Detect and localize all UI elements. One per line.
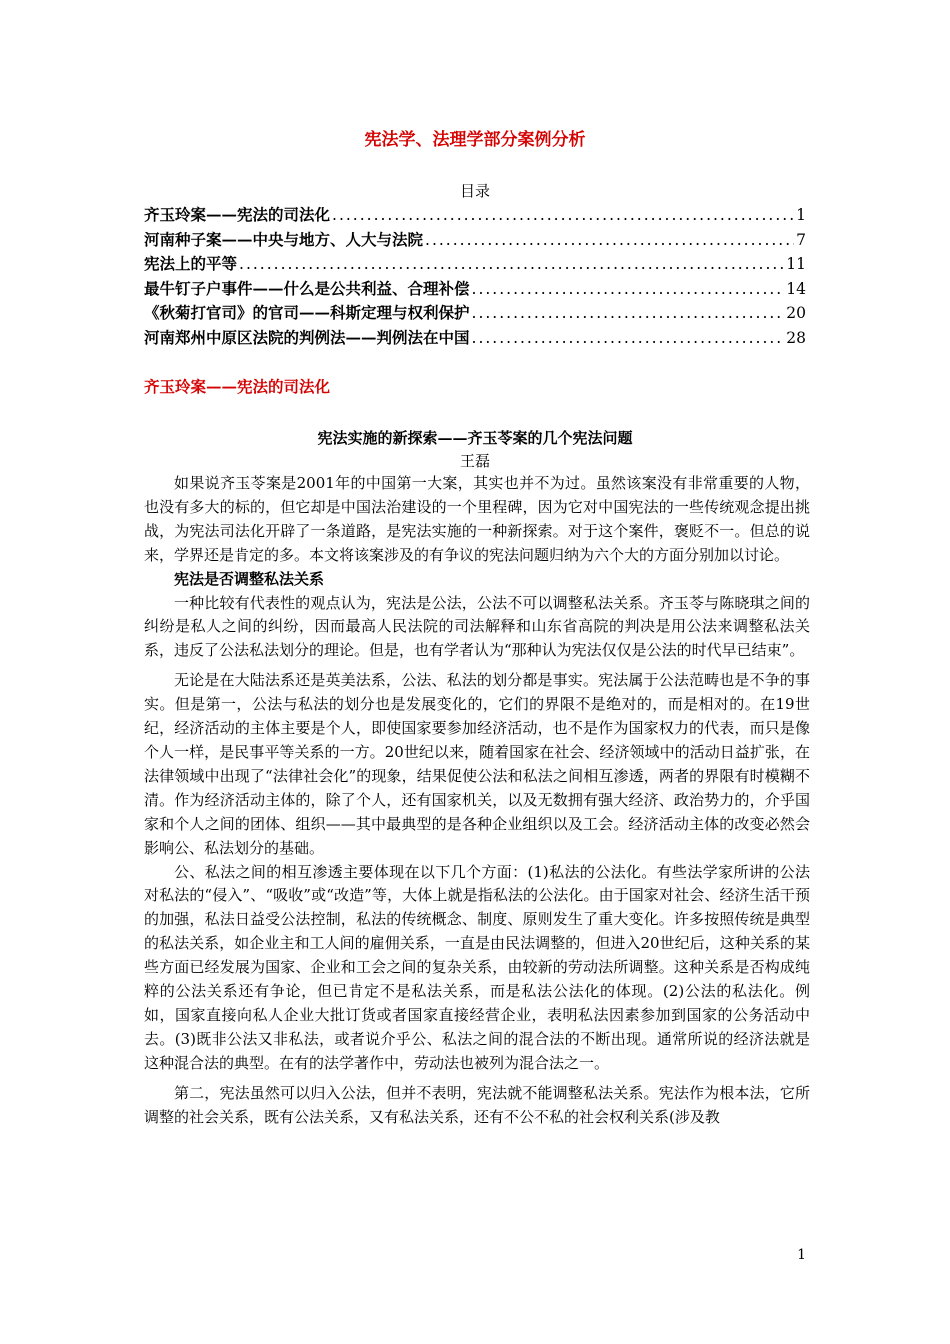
toc-entry-page: 28: [786, 328, 806, 347]
body-paragraph: 一种比较有代表性的观点认为，宪法是公法，公法不可以调整私法关系。齐玉苓与陈晓琪之间的纠纷是私人之间的纠纷，因而最高人民法院的司法解释和山东省高院的判决是用公法来调整私法关系，违反了公法私法划分的理论。但是，也有学者认为“那种认为宪法仅仅是公法的时代早已结束”。: [144, 593, 810, 660]
toc-entry-title: 宪法上的平等: [144, 254, 238, 273]
toc-entry-page: 1: [796, 206, 806, 224]
toc-entry-page: 7: [796, 230, 806, 249]
toc-entry[interactable]: [144, 228, 806, 253]
toc-entry[interactable]: [144, 301, 806, 326]
toc-entry[interactable]: [144, 203, 806, 228]
toc-leader-dots: [472, 304, 785, 322]
toc-entry-title: 最牛钉子户事件——什么是公共利益、合理补偿: [144, 278, 470, 298]
toc-leader-dots: [472, 329, 785, 347]
table-of-contents: [144, 203, 806, 350]
toc-entry-title: 《秋菊打官司》的官司——科斯定理与权利保护: [144, 303, 470, 322]
document-title: 宪法学、法理学部分案例分析: [364, 130, 586, 150]
body-paragraph: 第二，宪法虽然可以归入公法，但并不表明，宪法就不能调整私法关系。宪法作为根本法，它所调整的社会关系，既有公法关系，又有私法关系，还有不公不私的社会权利关系(涉及教: [144, 1083, 810, 1126]
body-paragraph: 公、私法之间的相互渗透主要体现在以下几个方面：(1)私法的公法化。有些法学家所讲的公法对私法的“侵入”、“吸收”或“改造”等，大体上就是指私法的公法化。由于国家对社会、经济生活干预的加强，私法日益受公法控制，私法的传统概念、制度、原则发生了重大变化。许多按照传统是典型的私法关系，如企业主和工人间的雇佣关系，一直是由民法调整的，但进入20世纪后，这种关系的某些方面已经发展为国家、企业和工会之间的复杂关系，由较新的劳动法所调整。这种关系是否构成纯粹的公法关系还有争论，但已肯定不是私法关系，而是私法公法化的体现。(2)公法的私法化。例如，国家直接向私人企业大批订货或者国家直接经营企业，表明私法因素参加到国家的公务活动中去。(3)既非公法又非私法，或者说介乎公、私法之间的混合法的不断出现。通常所说的经济法就是这种混合法的典型。在有的法学著作中，劳动法也被列为混合法之一。: [144, 862, 810, 1072]
body-paragraph: 无论是在大陆法系还是英美法系，公法、私法的划分都是事实。宪法属于公法范畴也是不争的事实。但是第一，公法与私法的划分也是发展变化的，它们的界限不是绝对的，而是相对的。在19世纪，经济活动的主体主要是个人，即使国家要参加经济活动，也不是作为国家权力的代表，而只是像个人一样，是民事平等关系的一方。20世纪以来，随着国家在社会、经济领域中的活动日益扩张，在法律领域中出现了“法律社会化”的现象，结果促使公法和私法之间相互渗透，两者的界限有时模糊不清。作为经济活动主体的，除了个人，还有国家机关，以及无数拥有强大经济、政治势力的，介乎国家和个人之间的团体、组织——其中最典型的是各种企业组织以及工会。经济活动主体的改变必然会影响公、私法划分的基础。: [144, 671, 810, 857]
toc-leader-dots: [239, 255, 784, 273]
toc-leader-dots: [425, 231, 794, 249]
article-title: 宪法实施的新探索——齐玉苓案的几个宪法问题: [317, 429, 633, 447]
page-number: 1: [797, 1247, 806, 1263]
subsection-heading: 宪法是否调整私法关系: [174, 569, 325, 588]
toc-entry-title: 河南种子案——中央与地方、人大与法院: [144, 229, 424, 249]
toc-entry[interactable]: [144, 277, 806, 302]
toc-entry-title: 河南郑州中原区法院的判例法——判例法在中国: [144, 327, 470, 347]
toc-entry[interactable]: [144, 326, 806, 351]
body-paragraph: 如果说齐玉苓案是2001年的中国第一大案，其实也并不为过。虽然该案没有非常重要的人物，也没有多大的标的，但它却是中国法治建设的一个里程碑，因为它对中国宪法的一些传统观念提出挑战，为宪法司法化开辟了一条道路，是宪法实施的一种新探索。对于这个案件，褒贬不一。但总的说来，学界还是肯定的多。本文将该案涉及的有争议的宪法问题归纳为六个大的方面分别加以讨论。: [144, 474, 810, 564]
toc-leader-dots: [472, 280, 785, 298]
toc-entry-page: 11: [786, 255, 806, 273]
toc-entry-page: 20: [786, 304, 806, 322]
article-body: [144, 472, 810, 1129]
toc-heading: 目录: [459, 182, 490, 200]
toc-leader-dots: [332, 206, 794, 224]
toc-entry[interactable]: [144, 252, 806, 277]
section-heading: 齐玉玲案——宪法的司法化: [144, 377, 331, 396]
toc-entry-page: 14: [786, 279, 806, 298]
toc-entry-title: 齐玉玲案——宪法的司法化: [144, 205, 331, 224]
article-author: 王磊: [459, 452, 490, 470]
